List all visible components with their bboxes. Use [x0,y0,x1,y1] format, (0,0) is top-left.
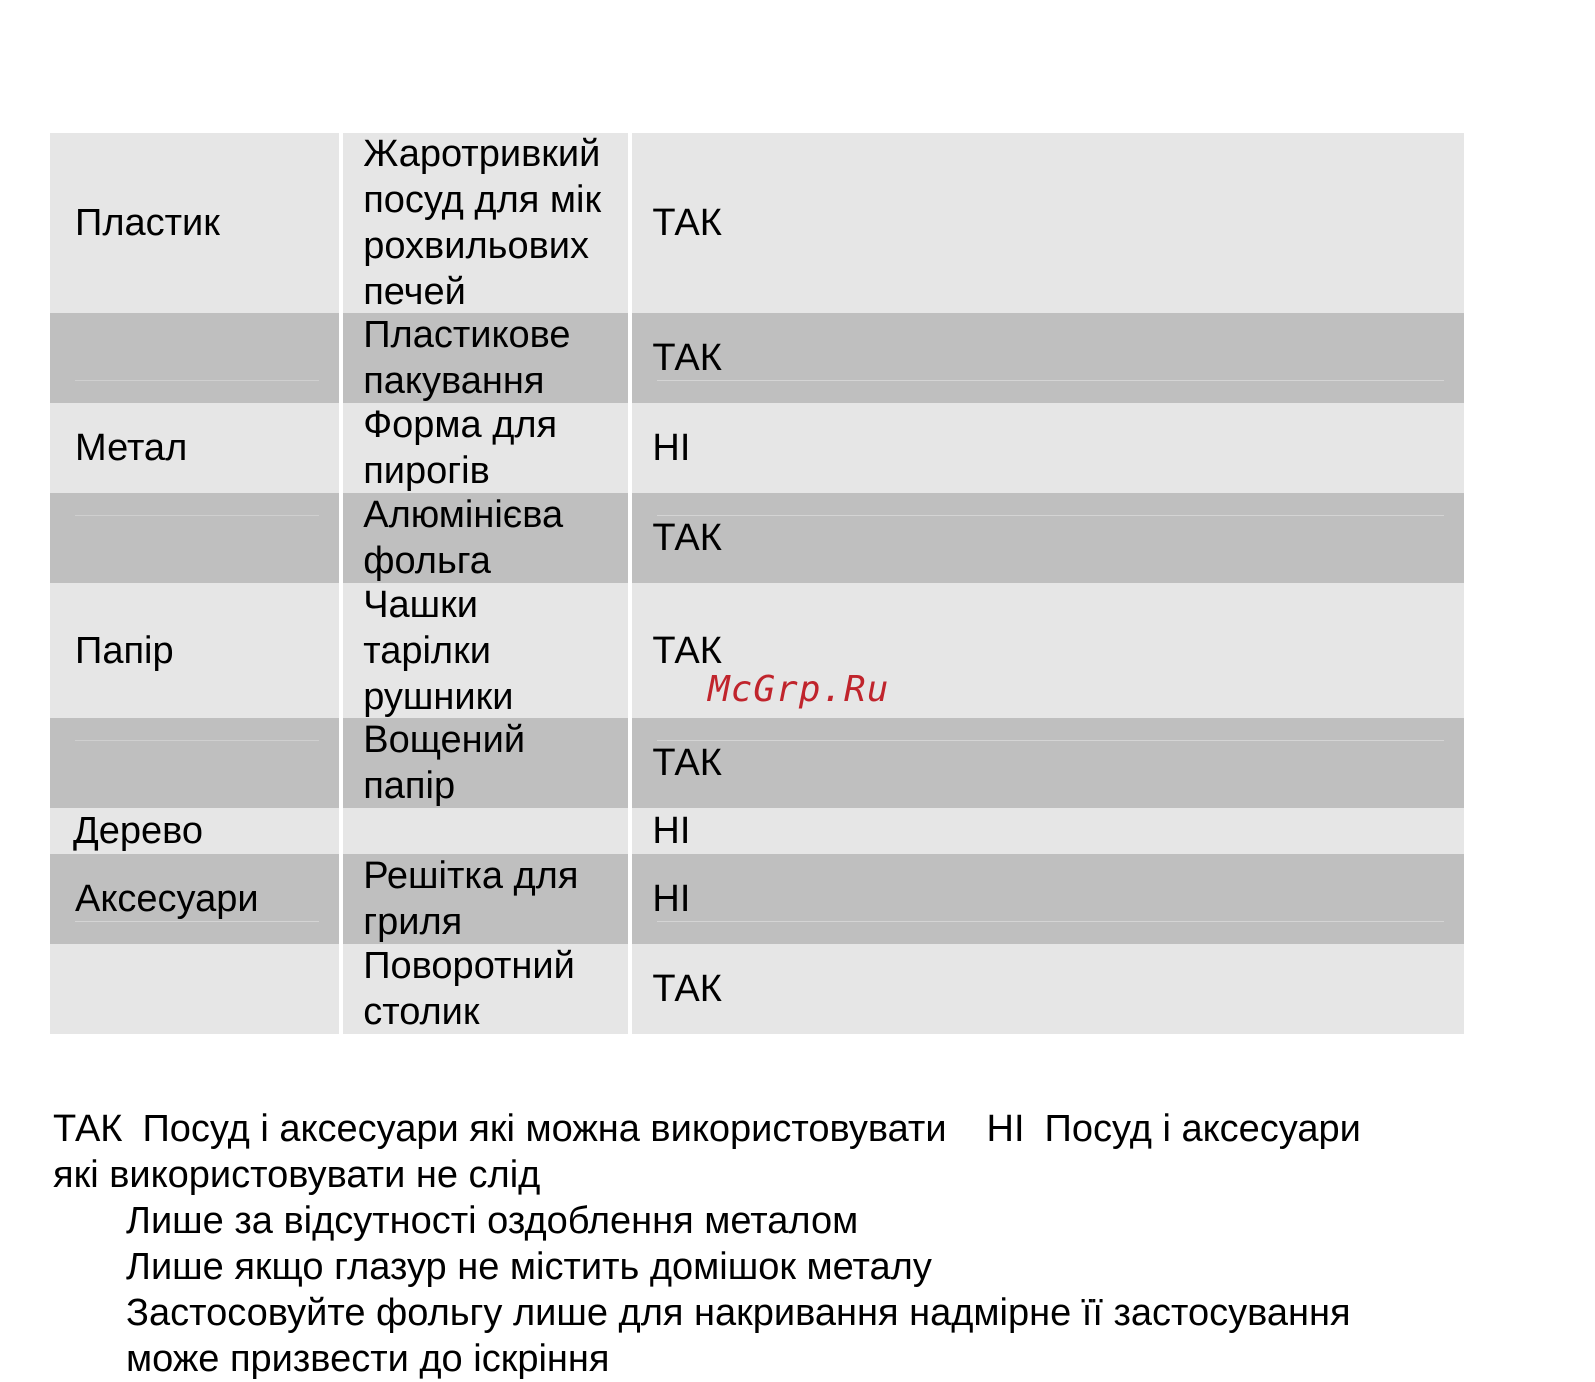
material-cell [50,583,339,718]
table-row [50,854,1464,944]
watermark: McGrp.Ru [708,669,890,710]
item-cell [343,718,628,808]
material-text: Аксесуари [75,878,259,920]
item-cell [343,583,628,718]
item-cell [343,493,628,583]
material-text: Пластик [75,202,220,244]
item-cell [343,854,628,944]
legend-no-text: Посуд і аксесуари [1044,1108,1361,1150]
material-text: Папір [75,629,174,672]
table-row [50,808,1464,854]
allowed-text: НІ [652,810,691,852]
allowed-cell [632,493,1464,583]
row-divider [75,740,319,741]
allowed-text: НІ [652,427,691,469]
allowed-cell [632,403,1464,493]
item-cell [343,944,628,1034]
item-text: Вощений папір [363,719,526,807]
table-row [50,313,1464,403]
item-text: Решітка для гриля [363,855,579,943]
allowed-cell [632,133,1464,313]
legend-line [53,1106,1573,1152]
material-text: Дерево [73,810,204,852]
legend-yes-text: Посуд і аксесуари які можна використовувати [142,1108,947,1150]
row-divider [657,921,1444,922]
allowed-cell [632,944,1464,1034]
material-cell [50,718,339,808]
item-text: Форма для пирогів [363,404,558,492]
row-divider [75,515,319,516]
row-divider [657,380,1444,381]
legend-line-cont: які використовувати не слід [53,1154,541,1196]
material-cell [50,403,339,493]
material-text: Метал [75,427,188,469]
note-item: Лише за відсутності оздоблення металом [126,1200,859,1242]
allowed-text: ТАК [652,517,722,559]
item-cell [343,403,628,493]
item-cell [343,313,628,403]
allowed-text: ТАК [652,742,722,784]
material-cell [50,493,339,583]
item-text: Чашки тарілки рушники [363,583,514,718]
table-row [50,493,1464,583]
item-cell [343,808,628,854]
allowed-text: ТАК [652,337,722,379]
material-cell [50,313,339,403]
allowed-cell [632,718,1464,808]
table-row [50,718,1464,808]
note-item: може призвести до іскріння [126,1338,610,1380]
allowed-cell [632,808,1464,854]
material-cell [50,944,339,1034]
row-divider [657,515,1444,516]
note-item: Лише якщо глазур не містить домішок металу [126,1246,932,1288]
legend-yes-label: ТАК [53,1108,123,1150]
notes-section [53,1106,1573,1382]
table-row [50,133,1464,313]
row-divider [657,740,1444,741]
item-text: Поворотний столик [363,945,575,1033]
allowed-text: ТАК [652,629,722,672]
legend-no-label: НІ [986,1108,1025,1150]
item-text: Пластикове пакування [363,314,571,402]
table-row [50,403,1464,493]
item-text: Жаротривкий посуд для мікрохвильових печей [363,133,602,313]
row-divider [75,380,319,381]
material-cell [50,854,339,944]
allowed-text: ТАК [652,968,722,1010]
item-text: Алюмінієва фольга [363,494,564,582]
allowed-cell [632,313,1464,403]
allowed-text: ТАК [652,202,722,244]
material-cell [50,808,339,854]
material-cell [50,133,339,313]
compatibility-table [50,133,1464,1034]
item-cell [343,133,628,313]
table-row [50,944,1464,1034]
allowed-text: НІ [652,878,691,920]
note-item: Застосовуйте фольгу лише для накривання надмірне її застосування [126,1292,1351,1334]
allowed-cell [632,854,1464,944]
